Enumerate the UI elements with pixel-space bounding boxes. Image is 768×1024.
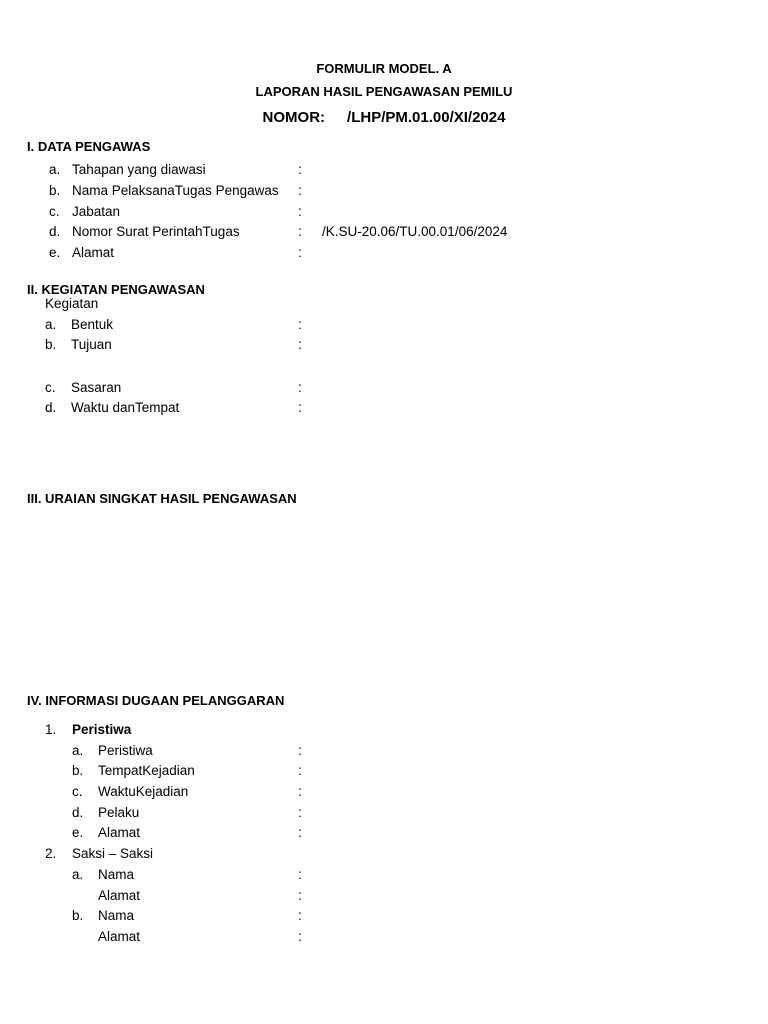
row-marker: e.	[49, 245, 61, 260]
row-marker: c.	[45, 380, 56, 395]
kegiatan-row	[0, 400, 768, 418]
row-colon: :	[298, 867, 302, 882]
row-colon: :	[298, 183, 302, 198]
row-label: Alamat	[98, 888, 141, 903]
peristiwa-row	[0, 784, 768, 802]
row-marker: c.	[49, 204, 60, 219]
row-colon: :	[298, 400, 302, 415]
group-number: 2.	[45, 846, 57, 861]
row-colon: :	[298, 888, 302, 903]
row-label: Peristiwa	[98, 743, 153, 758]
peristiwa-row	[0, 743, 768, 761]
row-colon: :	[298, 825, 302, 840]
row-label: Bentuk	[71, 317, 114, 332]
group-number: 1.	[45, 722, 57, 737]
row-label: Alamat	[72, 245, 115, 260]
peristiwa-row	[0, 805, 768, 823]
row-colon: :	[298, 784, 302, 799]
row-marker: c.	[72, 784, 83, 799]
row-colon: :	[298, 763, 302, 778]
group-title: Saksi – Saksi	[72, 846, 154, 861]
row-label: Jabatan	[72, 204, 121, 219]
saksi-row	[0, 929, 768, 947]
nomor-line	[0, 109, 768, 126]
row-label: Nama PelaksanaTugas Pengawas	[72, 183, 279, 198]
row-marker: b.	[72, 908, 84, 923]
data-pengawas-row	[0, 224, 768, 242]
peristiwa-row	[0, 763, 768, 781]
row-value: /K.SU-20.06/TU.00.01/06/2024	[322, 224, 508, 239]
row-colon: :	[298, 204, 302, 219]
row-colon: :	[298, 337, 302, 352]
row-label: Sasaran	[71, 380, 122, 395]
kegiatan-row	[0, 317, 768, 335]
row-colon: :	[298, 162, 302, 177]
data-pengawas-row	[0, 245, 768, 263]
kegiatan-row	[0, 337, 768, 355]
row-label: Nomor Surat PerintahTugas	[72, 224, 240, 239]
saksi-row	[0, 908, 768, 926]
data-pengawas-row	[0, 162, 768, 180]
row-label: Pelaku	[98, 805, 140, 820]
data-pengawas-row	[0, 204, 768, 222]
section-4-heading: IV. INFORMASI DUGAAN PELANGGARAN	[27, 693, 285, 708]
group-title: Peristiwa	[72, 722, 132, 737]
row-label: TempatKejadian	[98, 763, 195, 778]
nomor-value: /LHP/PM.01.00/XI/2024	[347, 109, 506, 126]
row-marker: a.	[49, 162, 61, 177]
row-marker: b.	[72, 763, 84, 778]
row-label: Alamat	[98, 929, 141, 944]
row-label: Nama	[98, 908, 135, 923]
saksi-row	[0, 867, 768, 885]
row-marker: a.	[72, 743, 84, 758]
row-marker: b.	[45, 337, 57, 352]
row-marker: b.	[49, 183, 61, 198]
row-marker: d.	[49, 224, 61, 239]
row-marker: d.	[72, 805, 84, 820]
row-marker: a.	[72, 867, 84, 882]
row-colon: :	[298, 743, 302, 758]
saksi-row	[0, 888, 768, 906]
group-2-title-row	[0, 846, 768, 864]
row-colon: :	[298, 317, 302, 332]
row-colon: :	[298, 245, 302, 260]
row-marker: d.	[45, 400, 57, 415]
report-title: LAPORAN HASIL PENGAWASAN PEMILU	[255, 84, 513, 99]
row-label: Tahapan yang diawasi	[72, 162, 206, 177]
nomor-label: NOMOR:	[262, 109, 326, 126]
row-label: Nama	[98, 867, 135, 882]
row-colon: :	[298, 224, 302, 239]
section-3-heading: III. URAIAN SINGKAT HASIL PENGAWASAN	[27, 491, 297, 506]
section-1-heading: I. DATA PENGAWAS	[27, 139, 151, 154]
kegiatan-subheading: Kegiatan	[45, 296, 99, 311]
group-1-title-row	[0, 722, 768, 740]
row-label: WaktuKejadian	[98, 784, 189, 799]
row-colon: :	[298, 929, 302, 944]
row-label: Alamat	[98, 825, 141, 840]
data-pengawas-row	[0, 183, 768, 201]
row-colon: :	[298, 908, 302, 923]
row-colon: :	[298, 805, 302, 820]
row-label: Tujuan	[71, 337, 112, 352]
row-marker: e.	[72, 825, 84, 840]
kegiatan-row	[0, 380, 768, 398]
form-model-title: FORMULIR MODEL. A	[316, 61, 452, 76]
section-2-heading: II. KEGIATAN PENGAWASAN	[27, 282, 205, 297]
row-colon: :	[298, 380, 302, 395]
peristiwa-row	[0, 825, 768, 843]
row-marker: a.	[45, 317, 57, 332]
row-label: Waktu danTempat	[71, 400, 180, 415]
